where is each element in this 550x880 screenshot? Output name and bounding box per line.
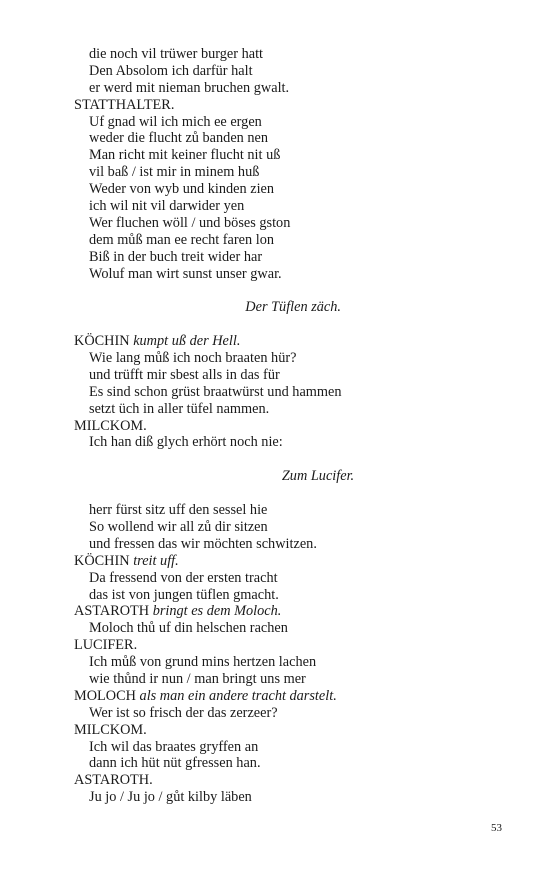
verse-line: und trüfft mir sbest alls in das für: [89, 366, 280, 383]
verse-line: Moloch thů uf din helschen rachen: [89, 620, 288, 637]
verse-line: die noch vil trüwer burger hatt: [89, 46, 264, 62]
verse-line: herr fürst sitz uff den sessel hie: [89, 502, 268, 519]
speaker-milckom: MILCKOM.: [74, 721, 147, 738]
verse-line: Weder von wyb und kinden zien: [89, 181, 275, 198]
speaker-moloch: [74, 688, 494, 705]
verse-line: Woluf man wirt sunst unser gwar.: [89, 265, 282, 282]
verse-line: Ich wil das braates gryffen an: [89, 738, 259, 755]
verse-line: Uf gnad wil ich mich ee ergen: [89, 113, 262, 130]
verse-line: ich wil nit vil darwider yen: [89, 198, 245, 215]
verse-line: Ju jo / Ju jo / gůt kilby läben: [89, 789, 252, 806]
page-number: 53: [491, 822, 502, 834]
speaker-name: KÖCHIN: [74, 552, 130, 569]
stage-direction-tueflen: Der Tüflen zäch.: [245, 299, 341, 316]
speaker-lucifer: LUCIFER.: [74, 637, 138, 654]
verse-line: Es sind schon grüst braatwürst und hammen: [89, 383, 342, 400]
verse-line: dann ich hüt nüt gfressen han.: [89, 755, 261, 772]
speaker-name: MOLOCH: [74, 687, 136, 704]
verse-line: wie thůnd ir nun / man bringt uns mer: [89, 670, 306, 687]
speaker-name: ASTAROTH: [74, 603, 150, 620]
speaker-astaroth: [74, 603, 494, 620]
play-text: [74, 46, 494, 806]
speaker-astaroth: ASTAROTH.: [74, 772, 153, 789]
verse-line: Biß in der buch treit wider har: [89, 248, 263, 265]
stage-direction-lucifer: Zum Lucifer.: [281, 468, 355, 485]
verse-line: Den Absolom ich darfür halt: [89, 62, 253, 79]
speaker-direction: kumpt uß der Hell.: [133, 333, 241, 350]
verse-line: das ist von jungen tüflen gmacht.: [89, 586, 279, 603]
speaker-direction: treit uff.: [133, 552, 179, 569]
speaker-name: KÖCHIN: [74, 333, 130, 350]
verse-line: Wie lang můß ich noch braaten hür?: [89, 350, 297, 367]
verse-line: So wollend wir all zů dir sitzen: [89, 518, 268, 535]
verse-line: weder die flucht zů banden nen: [89, 130, 269, 147]
speaker-direction: als man ein andere tracht darstelt.: [139, 687, 337, 704]
verse-line: Ich han diß glych erhört noch nie:: [89, 434, 283, 451]
verse-line: Man richt mit keiner flucht nit uß: [89, 147, 281, 164]
speaker-statthalter: STATTHALTER.: [74, 96, 175, 113]
verse-line: dem můß man ee recht faren lon: [89, 231, 274, 248]
speaker-direction: bringt es dem Moloch.: [152, 603, 282, 620]
speaker-milckom: MILCKOM.: [74, 417, 147, 434]
speaker-koechin: [74, 553, 494, 570]
verse-line: vil baß / ist mir in minem huß: [89, 164, 260, 181]
verse-line: Da fressend von der ersten tracht: [89, 569, 278, 586]
verse-line: er werd mit nieman bruchen gwalt.: [89, 79, 290, 96]
verse-line: Ich můß von grund mins hertzen lachen: [89, 654, 317, 671]
verse-line: Wer ist so frisch der das zerzeer?: [89, 704, 278, 721]
verse-line: und fressen das wir möchten schwitzen.: [89, 535, 317, 552]
verse-line: setzt üch in aller tüfel nammen.: [89, 400, 270, 417]
verse-line: Wer fluchen wöll / und böses gston: [89, 214, 291, 231]
speaker-koechin: [74, 333, 494, 350]
